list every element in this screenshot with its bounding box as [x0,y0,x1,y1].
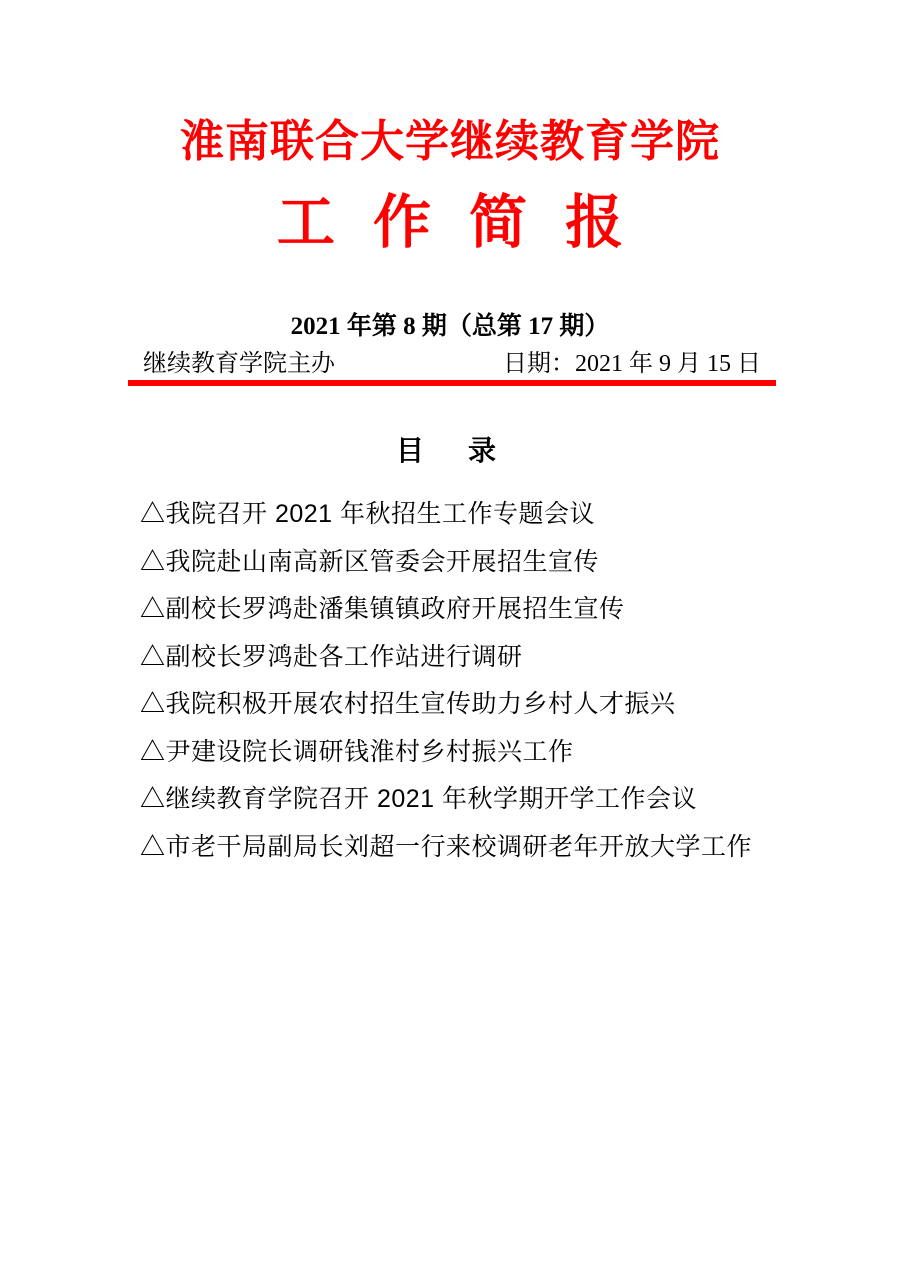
bulletin-title: 工 作 简 报 [276,190,624,255]
toc-item: △继续教育学院召开 2021 年秋学期开学工作会议 [140,785,698,813]
toc-heading: 目 录 [395,436,504,467]
toc-item: △副校长罗鸿赴各工作站进行调研 [140,642,523,671]
toc-item: △市老干局副局长刘超一行来校调研老年开放大学工作 [140,832,753,861]
toc-item: △我院召开 2021 年秋招生工作专题会议 [140,500,596,528]
issue-number-line: 2021 年第 8 期（总第 17 期） [290,313,610,340]
toc-item: △副校长罗鸿赴潘集镇镇政府开展招生宣传 [140,595,625,623]
issue-date-label: 日期：2021 年 9 月 15 日 [503,351,761,377]
toc-item: △我院赴山南高新区管委会开展招生宣传 [140,547,600,576]
toc-item: △尹建设院长调研钱淮村乡村振兴工作 [140,737,574,766]
publisher-label: 继续教育学院主办 [143,350,335,377]
toc-item: △我院积极开展农村招生宣传助力乡村人才振兴 [140,690,676,718]
red-divider-rule [128,380,776,386]
organization-title: 淮南联合大学继续教育学院 [180,117,720,166]
toc-list [140,491,780,871]
masthead-row [143,349,761,379]
